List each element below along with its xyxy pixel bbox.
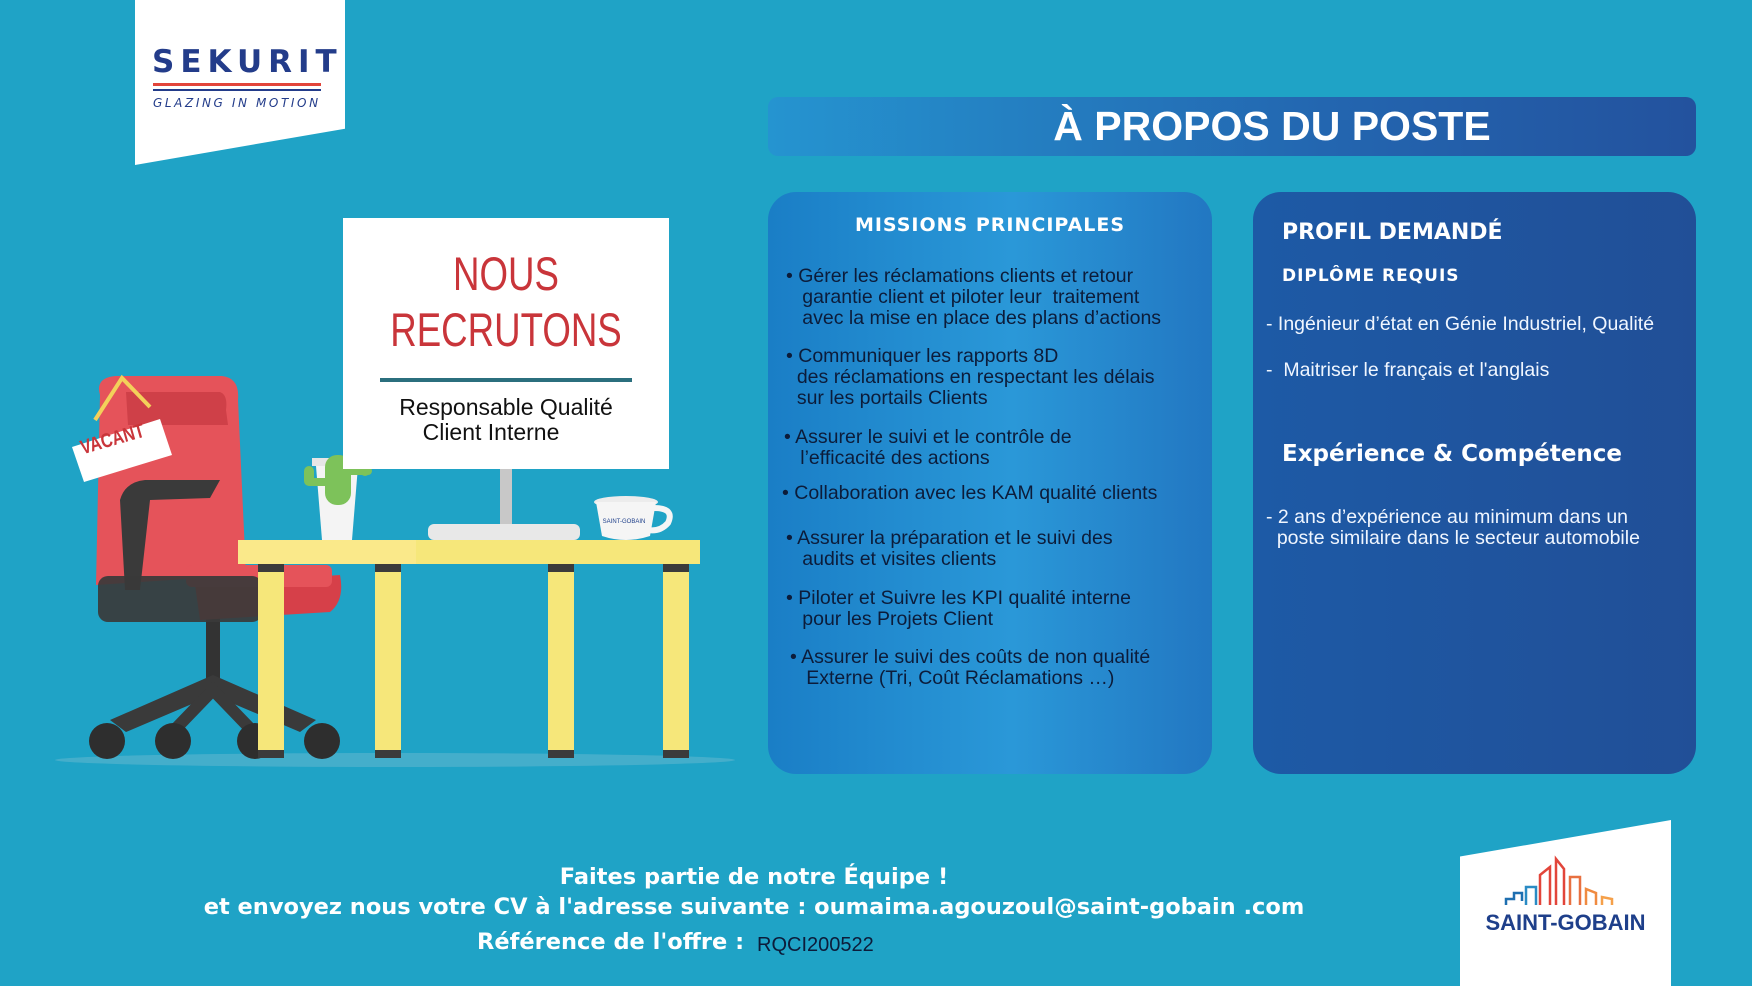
keyboard [428, 524, 580, 540]
diplome-item: - Ingénieur d’état en Génie Industriel, Qualité [1266, 313, 1655, 335]
footer-email-line: et envoyez nous votre CV à l'adresse suivante : oumaima.agouzoul@saint-gobain .com [203, 894, 1305, 920]
sekurit-logo-name: SEKURIT [152, 44, 343, 80]
saint-gobain-logo-name: SAINT-GOBAIN [1485, 910, 1646, 935]
mission-item: • Assurer la préparation et le suivi des audits et visites clients [786, 527, 1113, 570]
saint-gobain-skyline-icon [1500, 855, 1640, 907]
sekurit-logo-tagline: GLAZING IN MOTION [153, 96, 321, 110]
diplome-item: - Maitriser le français et l'anglais [1266, 359, 1550, 381]
reference-label: Référence de l'offre : [477, 929, 745, 955]
recruiting-title: NOUS RECRUTONS [390, 247, 622, 356]
mission-item: • Gérer les réclamations clients et retour garantie client et piloter leur traitement avec la mise en place des plans d’actions [786, 265, 1162, 329]
mug-logo-text: SAINT-GOBAIN [602, 519, 646, 525]
mission-item: • Assurer le suivi des coûts de non qualité Externe (Tri, Coût Réclamations …) [790, 646, 1151, 689]
page-title: À PROPOS DU POSTE [1053, 103, 1491, 149]
footer-call-to-action: Faites partie de notre Équipe ! [559, 864, 949, 890]
diplome-heading: DIPLÔME REQUIS [1282, 266, 1460, 286]
mission-item: • Piloter et Suivre les KPI qualité interne pour les Projets Client [786, 587, 1132, 630]
mission-item: • Assurer le suivi et le contrôle de l’efficacité des actions [784, 426, 1072, 469]
mission-item: • Collaboration avec les KAM qualité clients [782, 482, 1158, 504]
job-title-line1: Responsable Qualité [399, 394, 613, 420]
experience-item: - 2 ans d’expérience au minimum dans un poste similaire dans le secteur automobile [1266, 506, 1640, 549]
vacant-label: VACANT [78, 419, 148, 460]
office-chair-icon [96, 376, 341, 622]
missions-heading: MISSIONS PRINCIPALES [854, 214, 1126, 236]
sign-divider [380, 378, 632, 382]
chair-base-icon [89, 615, 340, 759]
profil-heading: PROFIL DEMANDÉ [1282, 220, 1503, 245]
experience-heading: Expérience & Compétence [1282, 441, 1623, 467]
monitor-stand [500, 469, 512, 529]
mission-item: • Communiquer les rapports 8D des réclamations en respectant les délais sur les portails Clients [786, 345, 1155, 409]
reference-value: RQCI200522 [757, 934, 874, 956]
recruitment-illustration [0, 0, 760, 986]
coffee-mug-icon [594, 496, 670, 540]
job-title-line2: Client Interne [422, 419, 560, 445]
